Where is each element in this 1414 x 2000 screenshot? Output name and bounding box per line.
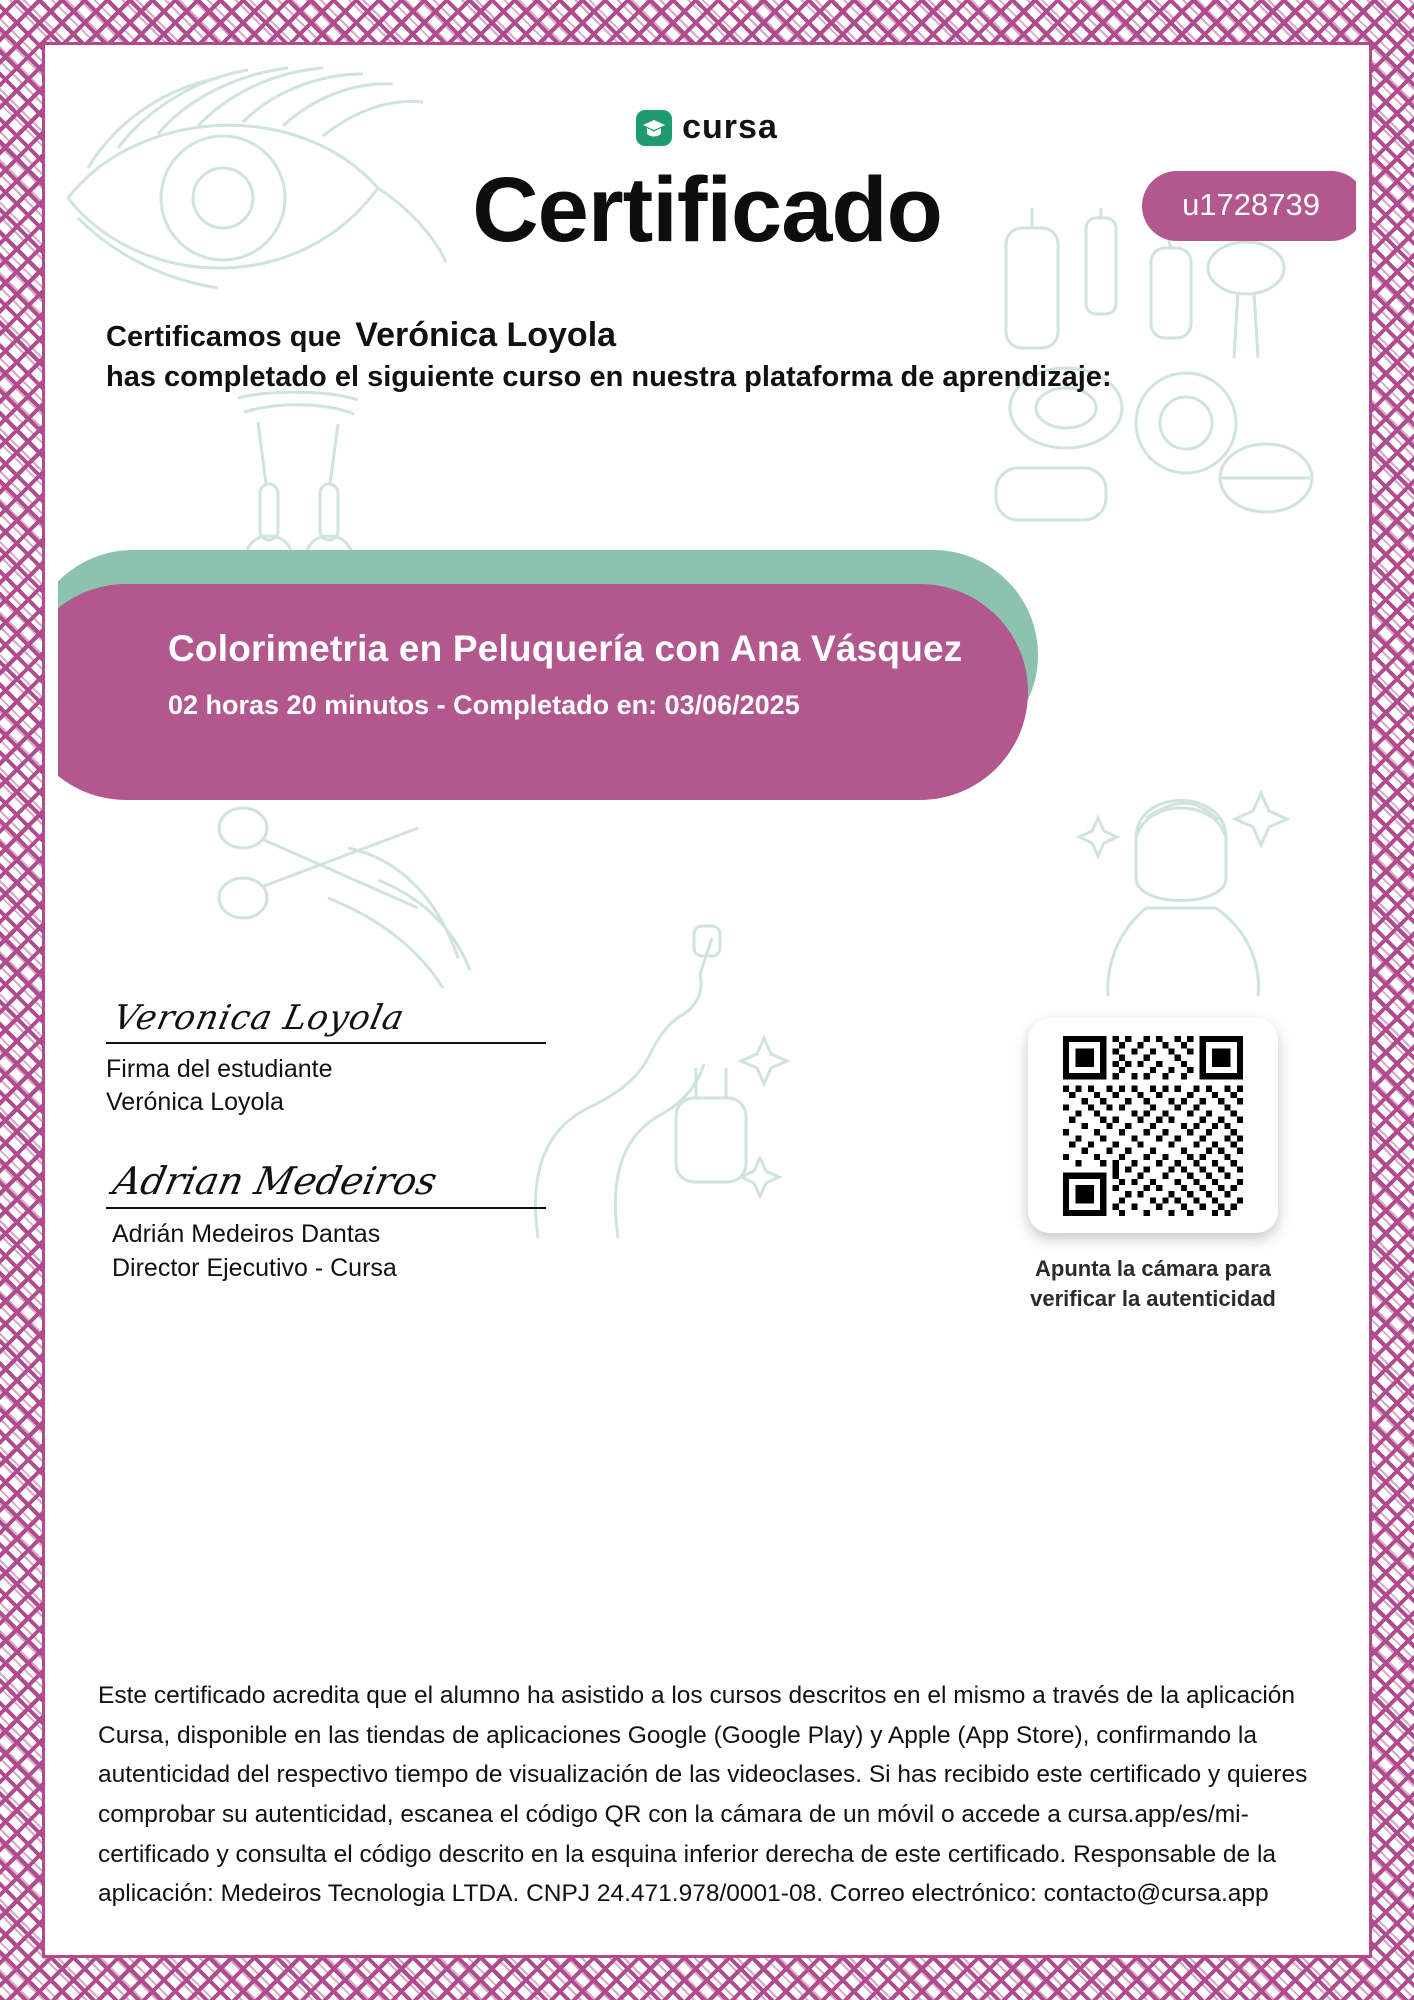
certificate-code-badge: u1728739 [1142,171,1356,241]
qr-code-icon [1063,1036,1243,1216]
qr-caption-line2: verificar la autenticidad [1030,1285,1276,1311]
director-signature-role: Director Ejecutivo - Cursa [112,1253,397,1282]
student-signature-script: Veronica Loyola [109,998,409,1038]
director-signature-name: Adrián Medeiros Dantas [112,1220,381,1248]
qr-caption [1008,1254,1298,1313]
qr-code-card[interactable] [1028,1018,1278,1233]
course-info [168,628,963,721]
student-signature-name: Verónica Loyola [106,1088,284,1116]
student-signature-role: Firma del estudiante [106,1055,333,1083]
course-meta: 02 horas 20 minutos - Completado en: 03/06/2025 [168,690,800,720]
brand-logo [58,108,1356,147]
signature-rule [106,1042,546,1044]
scissors-brush-watermark [208,788,498,1008]
graduation-cap-icon [636,110,672,146]
certifies-block [106,316,1316,394]
certifies-label: Certificamos que [106,321,342,353]
certificate-sheet [58,58,1356,1942]
page-title: Certificado [472,159,942,261]
director-signature-script: Adrian Medeiros [109,1159,441,1203]
legal-text: Este certificado acredita que el alumno ha asistido a los cursos descritos en el mismo a través de la aplicación Cursa, disponible en las tiendas de aplicaciones Google (Google Play) y Apple (App Store), confirmando la autenticidad del respectivo tiempo de visualización de las videoclases. Si has recibido este certificado y quieres comprobar su autenticidad, escanea el código QR con la cámara de un móvil o accede a cursa.app/es/mi-certificado y consulta el código descrito en la esquina inferior derecha de este certificado. Responsable de la aplicación: Medeiros Tecnologia LTDA. CNPJ 24.471.978/0001-08. Correo electrónico: contacto@cursa.app [98,1681,1308,1908]
signature-rule [106,1207,546,1209]
course-title: Colorimetria en Peluquería con Ana Vásquez [168,628,963,669]
qr-caption-line1: Apunta la cámara para [1035,1256,1271,1281]
signatures-block [106,998,666,1286]
brand-name: cursa [682,108,778,146]
student-name: Verónica Loyola [355,316,617,354]
course-banner [58,550,1346,810]
certifies-subline: has completado el siguiente curso en nuestra plataforma de aprendizaje: [106,361,1112,393]
